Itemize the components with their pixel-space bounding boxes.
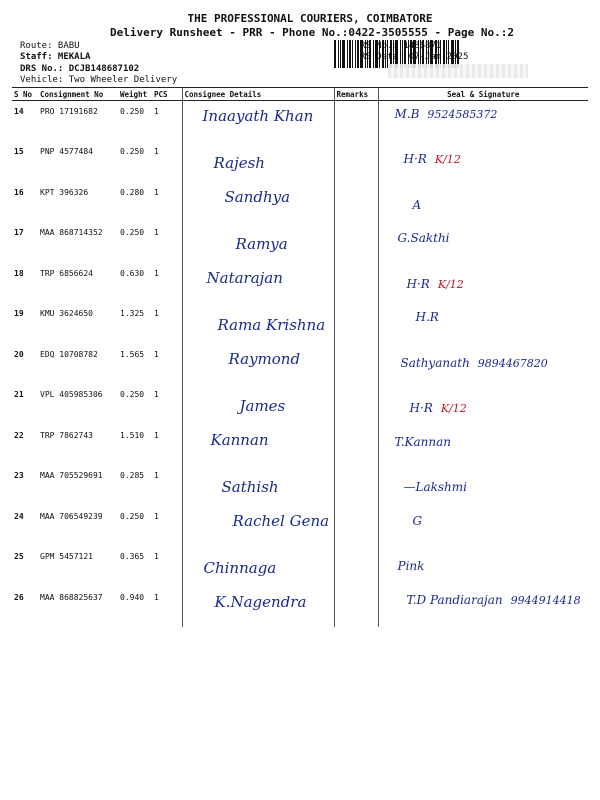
row-sno: 19 <box>14 309 24 318</box>
row-consignee-cell <box>182 182 334 223</box>
row-consignment-no: KMU 3624650 <box>40 309 93 318</box>
barcode-bar <box>340 40 341 68</box>
handwritten-signature: T.Kannan <box>394 434 452 449</box>
row-sno: 25 <box>14 552 24 561</box>
handwritten-signature: H·R <box>406 276 430 291</box>
row-signature-cell <box>378 263 588 304</box>
row-pcs: 1 <box>154 107 159 116</box>
row-signature-cell <box>378 141 588 182</box>
table-row <box>12 222 588 263</box>
consignee-handwritten-name: Ramya <box>235 235 288 253</box>
barcode-bar <box>334 40 336 68</box>
handwritten-signature: M.B <box>394 107 420 121</box>
handwritten-signature: —Lakshmi <box>403 480 467 494</box>
red-initial-mark: K/12 <box>437 277 464 291</box>
row-consignment-no: MAA 705529691 <box>40 471 103 480</box>
consignee-handwritten-name: James <box>239 397 286 415</box>
col-consignee-details: Consignee Details <box>182 88 334 101</box>
row-pcs: 1 <box>154 471 159 480</box>
table-row <box>12 587 588 628</box>
row-signature-cell <box>378 384 588 425</box>
row-weight: 0.280 <box>120 187 145 197</box>
row-consignment-no: EDQ 10708782 <box>40 349 98 359</box>
rs-date: RS Date: 07-Jan-2025 <box>360 52 469 62</box>
table-row <box>12 182 588 223</box>
barcode-bar <box>357 40 359 68</box>
barcode-bar <box>347 40 348 68</box>
col-pcs: PCS <box>152 88 182 101</box>
handwritten-signature: H.R <box>415 310 439 324</box>
row-signature-cell <box>378 182 588 223</box>
row-weight: 0.250 <box>120 107 145 116</box>
consignee-handwritten-name: Natarajan <box>206 268 283 287</box>
table-header-row <box>12 88 588 101</box>
row-remarks <box>334 506 378 547</box>
row-remarks <box>334 546 378 587</box>
row-consignee-cell <box>182 101 334 142</box>
handwritten-signature: H·R <box>409 401 433 415</box>
row-remarks <box>334 101 378 142</box>
row-remarks <box>334 222 378 263</box>
row-signature-cell <box>378 465 588 506</box>
row-signature-cell <box>378 101 588 142</box>
row-consignee-cell <box>182 263 334 304</box>
row-signature-cell <box>378 303 588 344</box>
row-pcs: 1 <box>154 268 159 278</box>
handwritten-phone-note: 9894467820 <box>477 356 548 370</box>
row-consignment-no: TRP 7862743 <box>40 430 93 440</box>
runsheet-subtitle: Delivery Runsheet - PRR - Phone No.:0422-3505555 - Page No.:2 <box>110 26 514 39</box>
row-weight: 1.565 <box>120 349 145 359</box>
consignee-handwritten-name: Rama Krishna <box>217 316 326 334</box>
row-remarks <box>334 141 378 182</box>
row-consignment-no: MAA 706549239 <box>40 511 103 521</box>
row-consignment-no: GPM 5457121 <box>40 552 93 561</box>
col-consignment: Consignment No <box>38 88 118 101</box>
row-sno: 17 <box>14 228 24 237</box>
row-weight: 0.250 <box>120 228 145 237</box>
row-pcs: 1 <box>154 309 159 318</box>
row-weight: 0.630 <box>120 268 145 278</box>
row-consignee-cell <box>182 384 334 425</box>
handwritten-signature: G.Sakthi <box>397 231 450 245</box>
row-sno: 22 <box>14 430 24 440</box>
col-weight: Weight <box>118 88 152 101</box>
consignee-handwritten-name: Inaayath Khan <box>202 107 314 125</box>
row-pcs: 1 <box>154 147 159 156</box>
handwritten-signature: T.D Pandiarajan <box>406 592 503 607</box>
red-initial-mark: K/12 <box>434 153 461 166</box>
row-consignment-no: KPT 396326 <box>40 187 89 197</box>
row-weight: 0.250 <box>120 147 145 156</box>
consignee-handwritten-name: Sandhya <box>224 187 291 206</box>
barcode-bar <box>352 40 353 68</box>
table-row <box>12 101 588 142</box>
row-weight: 1.325 <box>120 309 145 318</box>
row-consignment-no: PRO 17191682 <box>40 107 98 116</box>
row-signature-cell <box>378 506 588 547</box>
row-pcs: 1 <box>154 430 159 440</box>
row-consignee-cell <box>182 303 334 344</box>
table-row <box>12 425 588 466</box>
table-row <box>12 384 588 425</box>
consignee-handwritten-name: Rachel Gena <box>232 511 330 530</box>
row-consignment-no: MAA 868714352 <box>40 228 103 237</box>
row-consignee-cell <box>182 546 334 587</box>
col-seal-signature: Seal & Signature <box>378 88 588 101</box>
faded-stamp <box>388 64 528 78</box>
row-weight: 0.940 <box>120 592 145 602</box>
consignee-handwritten-name: Sathish <box>221 478 279 496</box>
row-signature-cell <box>378 587 588 628</box>
handwritten-phone-note: 9944914418 <box>510 593 581 607</box>
consignee-handwritten-name: Kannan <box>210 430 269 449</box>
row-remarks <box>334 587 378 628</box>
table-row <box>12 546 588 587</box>
row-sno: 18 <box>14 268 24 278</box>
table-row <box>12 263 588 304</box>
row-weight: 0.285 <box>120 471 145 480</box>
row-weight: 0.250 <box>120 390 145 399</box>
row-pcs: 1 <box>154 592 159 602</box>
row-pcs: 1 <box>154 511 159 521</box>
col-sno: S No <box>12 88 38 101</box>
row-consignment-no: TRP 6856624 <box>40 268 93 278</box>
row-remarks <box>334 263 378 304</box>
staff-label: Staff: MEKALA <box>20 52 91 62</box>
handwritten-signature: Pink <box>397 559 425 573</box>
handwritten-signature: H·R <box>403 152 427 166</box>
row-signature-cell <box>378 425 588 466</box>
row-consignee-cell <box>182 344 334 385</box>
row-sno: 23 <box>14 471 24 480</box>
row-pcs: 1 <box>154 552 159 561</box>
row-sno: 20 <box>14 349 24 359</box>
row-weight: 1.510 <box>120 430 145 440</box>
row-consignee-cell <box>182 222 334 263</box>
col-remarks: Remarks <box>334 88 378 101</box>
rs-number: RS No.: 1486871 <box>360 41 442 51</box>
barcode-bar <box>355 40 356 68</box>
barcode-bar <box>342 40 345 68</box>
row-remarks <box>334 384 378 425</box>
row-remarks <box>334 303 378 344</box>
row-pcs: 1 <box>154 390 159 399</box>
consignee-handwritten-name: Chinnaga <box>203 559 277 577</box>
consignee-handwritten-name: Rajesh <box>213 154 265 172</box>
row-consignee-cell <box>182 587 334 628</box>
row-remarks <box>334 465 378 506</box>
delivery-table <box>12 87 588 627</box>
handwritten-signature: A <box>412 197 422 212</box>
table-row <box>12 465 588 506</box>
vehicle-label: Vehicle: Two Wheeler Delivery <box>20 75 178 85</box>
row-sno: 16 <box>14 187 24 197</box>
row-consignee-cell <box>182 141 334 182</box>
company-title: THE PROFESSIONAL COURIERS, COIMBATORE <box>187 12 433 25</box>
row-pcs: 1 <box>154 349 159 359</box>
row-signature-cell <box>378 546 588 587</box>
table-row <box>12 141 588 182</box>
handwritten-phone-note: 9524585372 <box>427 108 498 121</box>
row-consignment-no: PNP 4577484 <box>40 147 93 156</box>
row-sno: 21 <box>14 390 24 399</box>
row-sno: 15 <box>14 147 24 156</box>
row-weight: 0.250 <box>120 511 145 521</box>
row-consignment-no: VPL 405985306 <box>40 390 103 399</box>
barcode-bar <box>338 40 339 68</box>
consignee-handwritten-name: K.Nagendra <box>214 592 307 611</box>
table-row <box>12 506 588 547</box>
row-remarks <box>334 344 378 385</box>
row-consignee-cell <box>182 425 334 466</box>
handwritten-signature: Sathyanath <box>400 355 470 370</box>
red-initial-mark: K/12 <box>440 402 467 415</box>
row-sno: 14 <box>14 107 24 116</box>
drs-number: DRS No.: DCJB148687102 <box>20 64 140 74</box>
row-pcs: 1 <box>154 187 159 197</box>
handwritten-signature: G <box>412 513 423 528</box>
table-row <box>12 303 588 344</box>
row-consignee-cell <box>182 465 334 506</box>
row-sno: 26 <box>14 592 24 602</box>
row-pcs: 1 <box>154 228 159 237</box>
row-remarks <box>334 182 378 223</box>
row-signature-cell <box>378 222 588 263</box>
route-label: Route: BABU <box>20 41 80 51</box>
row-signature-cell <box>378 344 588 385</box>
consignee-handwritten-name: Raymond <box>228 349 301 368</box>
barcode-bar <box>349 40 351 68</box>
row-sno: 24 <box>14 511 24 521</box>
table-row <box>12 344 588 385</box>
row-consignee-cell <box>182 506 334 547</box>
row-remarks <box>334 425 378 466</box>
row-consignment-no: MAA 868825637 <box>40 592 103 602</box>
row-weight: 0.365 <box>120 552 145 561</box>
